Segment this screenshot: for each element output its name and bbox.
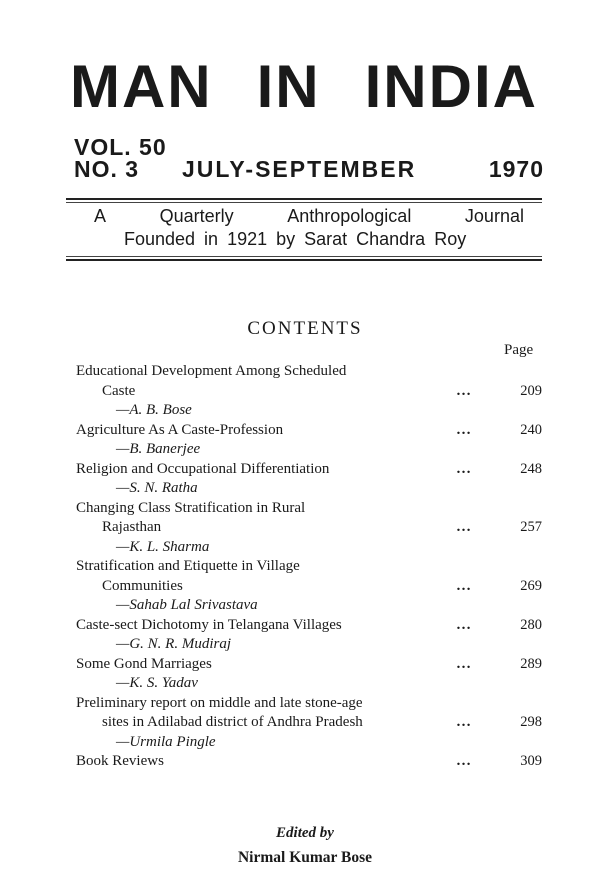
toc-entry-title: Stratification and Etiquette in Village (76, 558, 300, 574)
toc-entry-title-line (76, 557, 548, 577)
toc-entry-author: —K. L. Sharma (116, 538, 210, 555)
toc-entry-title: Rajasthan (102, 519, 162, 535)
descriptor-word: A (94, 206, 107, 226)
toc-entry-title: Educational Development Among Scheduled (76, 363, 347, 379)
editor-label: Edited by (276, 825, 334, 841)
editor-name: Nirmal Kumar Bose (237, 849, 373, 866)
leader-dots: … (456, 382, 472, 399)
descriptor-word: Quarterly (159, 206, 234, 226)
divider-top-inner (66, 202, 542, 203)
toc-entry (76, 362, 548, 421)
toc-entry (76, 694, 548, 753)
toc-entry-title-line (76, 694, 548, 714)
title-word: MAN (70, 53, 213, 120)
toc-entry-author: —A. B. Bose (116, 402, 192, 418)
leader-dots: … (456, 460, 472, 477)
toc-entry (76, 557, 548, 616)
toc-entry-title: Agriculture As A Caste-Profession (76, 421, 284, 438)
toc-entry-author: —B. Banerjee (116, 441, 201, 457)
divider-top (66, 198, 542, 200)
toc-entry-title-line (76, 616, 548, 636)
toc-entry-page: 280 (520, 616, 542, 633)
toc-entry-page: 289 (520, 655, 542, 672)
toc-entry-title: Caste (102, 382, 136, 399)
toc-entry-page: 240 (520, 421, 542, 438)
toc-entry-title: Caste-sect Dichotomy in Telangana Villages (76, 616, 342, 633)
toc-entry-title-line (76, 362, 548, 382)
toc-entry (76, 421, 548, 460)
toc-entry-page: 309 (520, 753, 542, 769)
title-word: IN (256, 53, 321, 120)
toc-entry-title: Changing Class Stratification in Rural (76, 499, 306, 516)
toc-entry-title-line (76, 421, 548, 441)
leader-dots: … (456, 616, 472, 633)
leader-dots: … (456, 577, 472, 594)
toc-entry-title-line (76, 713, 548, 733)
leader-dots: … (456, 519, 472, 535)
table-of-contents (76, 362, 548, 772)
issue-year: 1970 (488, 156, 544, 182)
toc-entry (76, 499, 548, 558)
issue-period: JULY-SEPTEMBER (182, 156, 417, 182)
volume-label: VOL. 50 (74, 134, 167, 160)
toc-entry-title-line (76, 382, 548, 402)
toc-entry-author: —Urmila Pingle (116, 733, 216, 750)
toc-entry (76, 752, 548, 772)
toc-entry-title-line (76, 499, 548, 519)
toc-entry-page: 248 (520, 460, 542, 477)
toc-entry-page: 269 (520, 577, 542, 594)
toc-entry-title: Book Reviews (76, 753, 164, 769)
toc-entry-title: Some Gond Marriages (76, 655, 212, 672)
toc-entry-title-line (76, 518, 548, 538)
leader-dots: … (456, 421, 472, 438)
journal-descriptor (94, 206, 524, 227)
toc-entry-author: —S. N. Ratha (116, 480, 198, 496)
toc-entry-page: 257 (520, 519, 542, 535)
issue-number: NO. 3 (74, 156, 140, 182)
toc-entry-title: Religion and Occupational Differentiation (76, 460, 330, 477)
toc-entry-title: Preliminary report on middle and late stone-age (76, 694, 363, 711)
toc-entry-title: sites in Adilabad district of Andhra Pradesh (102, 714, 363, 730)
toc-entry-author: —Sahab Lal Srivastava (116, 597, 258, 613)
divider-bottom-inner (66, 256, 542, 257)
toc-entry-author: —K. S. Yadav (116, 675, 198, 691)
page-column-heading: Page (504, 342, 534, 358)
descriptor-word: Anthropological (287, 206, 412, 226)
toc-entry (76, 655, 548, 694)
toc-entry-title: Communities (102, 577, 183, 594)
toc-entry-title-line (76, 577, 548, 597)
divider-bottom (66, 259, 542, 261)
leader-dots: … (456, 753, 472, 769)
toc-entry-page: 298 (520, 714, 542, 730)
issue-line (74, 156, 544, 183)
toc-entry (76, 616, 548, 655)
descriptor-word: Journal (464, 206, 524, 226)
toc-entry (76, 460, 548, 499)
leader-dots: … (456, 655, 472, 672)
toc-entry-title-line (76, 460, 548, 480)
founded-note: Founded in 1921 by Sarat Chandra Roy (124, 229, 467, 249)
toc-entry-title-line (76, 655, 548, 675)
journal-title (70, 52, 550, 121)
title-word: INDIA (364, 53, 538, 120)
toc-entry-page: 209 (520, 382, 542, 399)
leader-dots: … (456, 714, 472, 730)
toc-entry-title-line (76, 752, 548, 772)
contents-heading: CONTENTS (247, 318, 363, 339)
toc-entry-author: —G. N. R. Mudiraj (116, 636, 232, 652)
